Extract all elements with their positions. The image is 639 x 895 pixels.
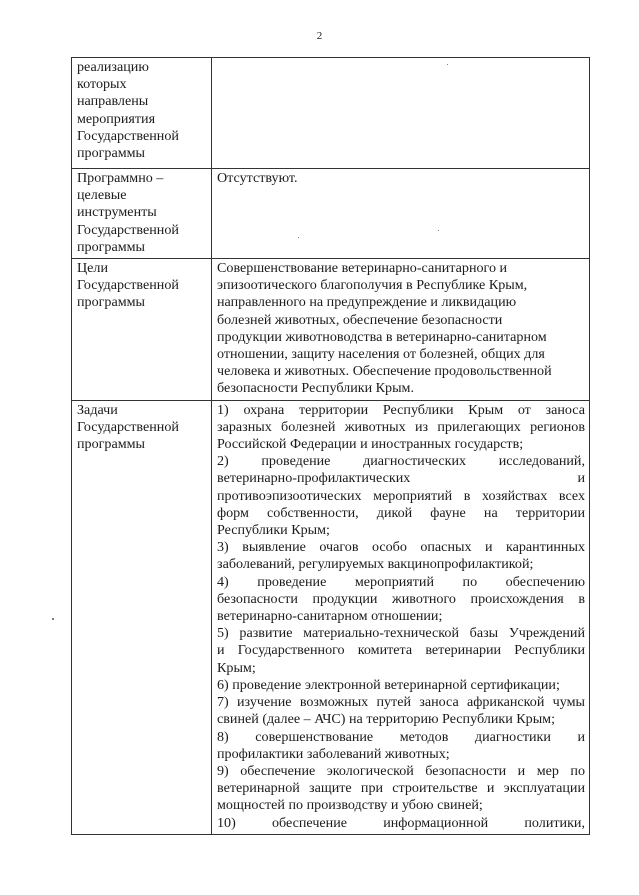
label-line: программы — [77, 238, 146, 255]
label-line: реализацию — [77, 59, 149, 75]
scan-speck — [298, 237, 299, 238]
label-line: которых — [77, 76, 127, 93]
label-line: Задачи — [77, 401, 118, 418]
scan-speck — [447, 64, 448, 65]
value-line: 6) проведение электронной ветеринарной сертификации; — [217, 676, 560, 693]
label-line: мероприятия — [77, 110, 156, 127]
value-line: Совершенствование ветеринарно-санитарного и — [217, 260, 508, 277]
label-line: Программно – — [77, 170, 164, 186]
value-line: 5) развитие материально-технической базы Учреждений — [217, 625, 585, 642]
row-value-cell — [212, 400, 590, 834]
value-line: безопасности Республики Крым. — [217, 380, 415, 397]
value-line: ветеринарной защите при строительстве и эксплуатации — [217, 780, 585, 797]
value-line: 3) выявление очагов особо опасных и карантинных — [217, 539, 585, 556]
label-line: Цели — [77, 260, 109, 277]
value-line: свиней (далее – АЧС) на территорию Республики Крым; — [217, 711, 556, 728]
value-line: ветеринарно-санитарном отношении; — [217, 608, 443, 625]
label-line: программы — [77, 436, 146, 453]
value-line: Российской Федерации и иностранных государств; — [217, 436, 524, 453]
table-row — [72, 58, 590, 169]
label-line: Государственной — [77, 418, 179, 435]
table-row — [72, 400, 590, 834]
row-value-cell — [212, 58, 590, 169]
value-line: противоэпизоотических мероприятий в хозяйствах всех — [217, 487, 585, 504]
table-row — [72, 259, 590, 401]
scan-speck — [52, 618, 54, 620]
label-line: направлены — [77, 93, 149, 110]
value-line: заболеваний, регулируемых вакцинопрофилактикой; — [217, 556, 534, 573]
program-passport-table — [71, 57, 590, 835]
page-number: 2 — [316, 30, 323, 42]
label-line: Государственной — [77, 277, 179, 294]
value-line: форм собственности, дикой фауне на территории — [217, 504, 585, 521]
table-row — [72, 169, 590, 259]
scan-speck — [438, 230, 439, 231]
label-line: инструменты — [77, 204, 157, 221]
value-line: заразных болезней животных из прилегающих регионов — [217, 418, 585, 435]
label-line: программы — [77, 294, 146, 311]
label-line: целевые — [77, 187, 127, 204]
label-line: Государственной — [77, 127, 179, 144]
value-line: направленного на предупреждение и ликвидацию — [217, 294, 517, 311]
row-value-cell — [212, 169, 590, 259]
value-line: Крым; — [217, 659, 256, 676]
value-line: и Государственного комитета ветеринарии Республики — [217, 642, 585, 659]
value-line: 2) проведение диагностических исследований, — [217, 453, 585, 470]
value-line: профилактики заболеваний животных; — [217, 745, 450, 762]
value-line: ветеринарно-профилактических и — [217, 470, 585, 487]
row-label-cell — [72, 259, 212, 401]
value-line: 10) обеспечение информационной политики, — [217, 814, 585, 831]
value-line: болезней животных, обеспечение безопасности — [217, 311, 503, 328]
value-line: 7) изучение возможных путей заноса африканской чумы — [217, 694, 585, 711]
value-line: 1) охрана территории Республики Крым от заноса — [217, 401, 585, 418]
value-line: Отсутствуют. — [217, 170, 298, 186]
value-line: 9) обеспечение экологической безопасности и мер по — [217, 762, 585, 779]
value-line: 4) проведение мероприятий по обеспечению — [217, 573, 585, 590]
label-line: Государственной — [77, 221, 179, 238]
value-line: мощностей по производству и убою свиней; — [217, 797, 483, 814]
value-line: отношении, защиту населения от болезней, общих для — [217, 346, 545, 363]
value-line: эпизоотического благополучия в Республике Крым, — [217, 277, 528, 294]
row-label-cell — [72, 400, 212, 834]
row-label-cell — [72, 58, 212, 169]
row-value-cell — [212, 259, 590, 401]
value-line: человека и животных. Обеспечение продовольственной — [217, 363, 552, 380]
value-line: безопасности продукции животного происхождения в — [217, 590, 585, 607]
value-line: 8) совершенствование методов диагностики и — [217, 728, 585, 745]
value-line: продукции животноводства в ветеринарно-санитарном — [217, 328, 547, 345]
row-label-cell — [72, 169, 212, 259]
value-line: Республики Крым; — [217, 522, 330, 539]
label-line: программы — [77, 145, 146, 162]
